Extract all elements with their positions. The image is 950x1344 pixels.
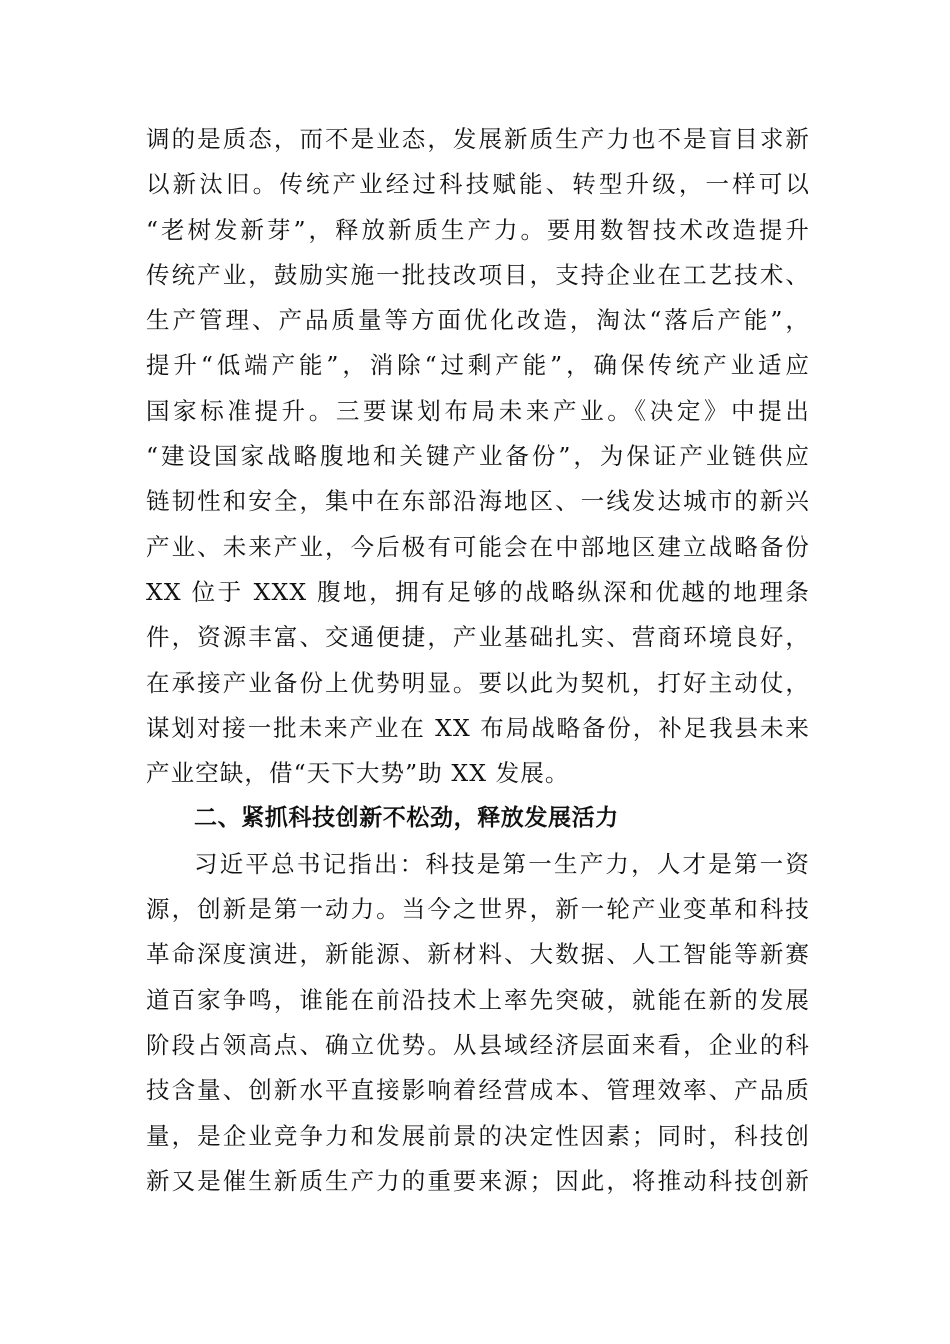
paragraph-1-line: 产业、未来产业，今后极有可能会在中部地区建立战略备份 bbox=[146, 532, 810, 561]
paragraph-2-line: 源，创新是第一动力。当今之世界，新一轮产业变革和科技 bbox=[146, 895, 810, 924]
paragraph-1-line: “建设国家战略腹地和关键产业备份”，为保证产业链供应 bbox=[146, 442, 810, 471]
section-heading: 二、紧抓科技创新不松劲，释放发展活力 bbox=[194, 805, 619, 832]
paragraph-2-line: 新又是催生新质生产力的重要来源；因此，将推动科技创新 bbox=[146, 1166, 810, 1195]
paragraph-1-line: 国家标准提升。三要谋划布局未来产业。《决定》中提出 bbox=[146, 396, 810, 425]
document-body bbox=[146, 117, 810, 1204]
paragraph-2-line: 技含量、创新水平直接影响着经营成本、管理效率、产品质 bbox=[146, 1076, 810, 1105]
paragraph-2-line: 习近平总书记指出：科技是第一生产力，人才是第一资 bbox=[194, 849, 810, 878]
paragraph-1-line: 以新汰旧。传统产业经过科技赋能、转型升级，一样可以 bbox=[146, 170, 810, 199]
paragraph-1-line: 提升“低端产能”，消除“过剩产能”，确保传统产业适应 bbox=[146, 351, 810, 380]
paragraph-1-line: 传统产业，鼓励实施一批技改项目，支持企业在工艺技术、 bbox=[146, 260, 810, 289]
paragraph-1-line: 链韧性和安全，集中在东部沿海地区、一线发达城市的新兴 bbox=[146, 487, 810, 516]
paragraph-1-line: 生产管理、产品质量等方面优化改造，淘汰“落后产能”， bbox=[146, 306, 810, 335]
paragraph-1-line: 产业空缺，借“天下大势”助 XX 发展。 bbox=[146, 759, 570, 788]
paragraph-1 bbox=[146, 117, 810, 796]
paragraph-1-line: 谋划对接一批未来产业在 XX 布局战略备份，补足我县未来 bbox=[146, 713, 810, 742]
paragraph-1-line: 件，资源丰富、交通便捷，产业基础扎实、营商环境良好， bbox=[146, 623, 810, 652]
paragraph-2-line: 道百家争鸣，谁能在前沿技术上率先突破，就能在新的发展 bbox=[146, 985, 810, 1014]
paragraph-1-line: XX 位于 XXX 腹地，拥有足够的战略纵深和优越的地理条 bbox=[146, 577, 810, 606]
paragraph-2-line: 革命深度演进，新能源、新材料、大数据、人工智能等新赛 bbox=[146, 940, 810, 969]
paragraph-2 bbox=[146, 842, 810, 1204]
paragraph-1-line: 在承接产业备份上优势明显。要以此为契机，打好主动仗， bbox=[146, 668, 810, 697]
paragraph-1-line: “老树发新芽”，释放新质生产力。要用数智技术改造提升 bbox=[146, 215, 810, 244]
paragraph-2-line: 量，是企业竞争力和发展前景的决定性因素；同时，科技创 bbox=[146, 1121, 810, 1150]
paragraph-2-line: 阶段占领高点、确立优势。从县域经济层面来看，企业的科 bbox=[146, 1030, 810, 1059]
paragraph-1-line: 调的是质态，而不是业态，发展新质生产力也不是盲目求新 bbox=[146, 125, 810, 153]
